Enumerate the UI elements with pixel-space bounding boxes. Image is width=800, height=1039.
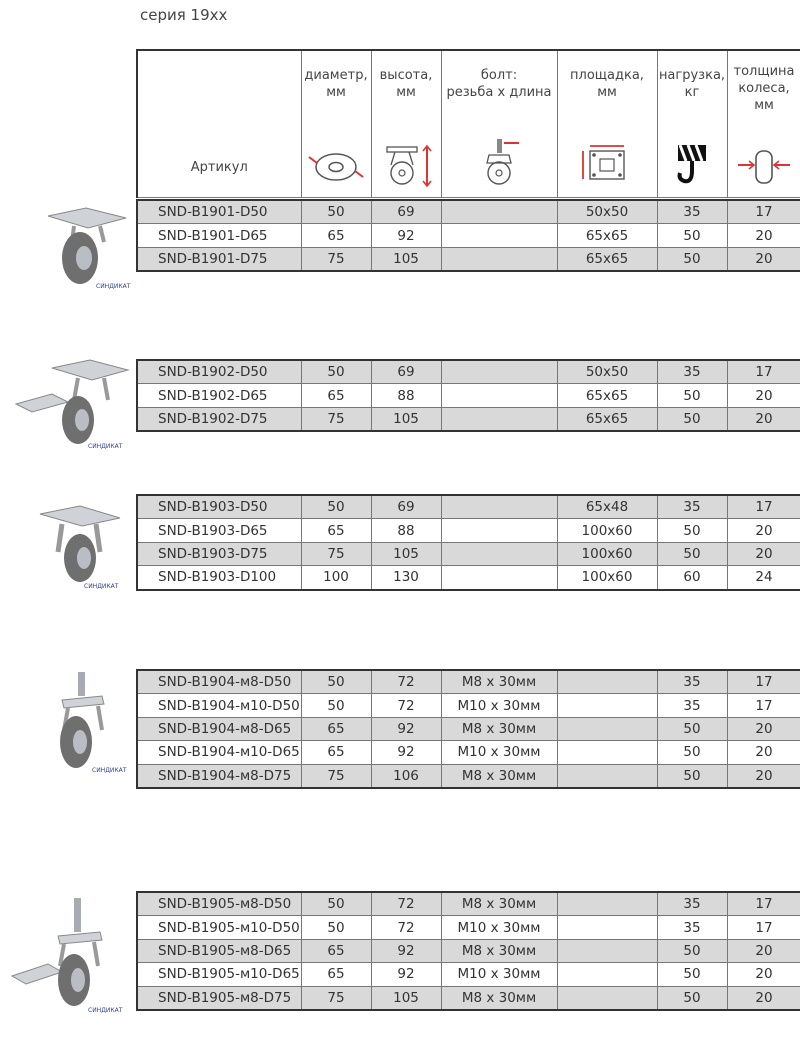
cell-bolt xyxy=(441,247,557,271)
cell-load: 35 xyxy=(657,892,727,916)
cell-diameter: 75 xyxy=(301,407,371,431)
cell-bolt xyxy=(441,566,557,590)
cell-height: 72 xyxy=(371,694,441,717)
cell-bolt xyxy=(441,495,557,519)
cell-diameter: 50 xyxy=(301,892,371,916)
table-row xyxy=(137,892,800,916)
caster-photo-1905 xyxy=(8,896,134,1020)
brand-logo-1903: СИНДИКАТ xyxy=(84,583,119,590)
spec-table-group-1904 xyxy=(136,669,800,789)
spec-table-group-1905 xyxy=(136,891,800,1011)
header-thickness-unit: мм xyxy=(754,98,774,113)
cell-height: 92 xyxy=(371,741,441,764)
cell-diameter: 65 xyxy=(301,224,371,247)
cell-article: SND-B1903-D65 xyxy=(137,519,301,542)
spec-table-group-1903 xyxy=(136,494,800,591)
table-row xyxy=(137,963,800,986)
header-article-label: Артикул xyxy=(190,160,248,175)
cell-load: 35 xyxy=(657,694,727,717)
table-row xyxy=(137,200,800,224)
cell-load: 50 xyxy=(657,224,727,247)
header-thickness-label: толщина xyxy=(733,64,795,79)
brand-logo-1905: СИНДИКАТ xyxy=(88,1007,123,1014)
cell-bolt: M10 x 30мм xyxy=(441,741,557,764)
cell-thickness: 20 xyxy=(727,741,800,764)
header-diameter-unit: мм xyxy=(326,85,346,100)
cell-article: SND-B1901-D65 xyxy=(137,224,301,247)
cell-plate: 100x60 xyxy=(557,519,657,542)
cell-bolt: M10 x 30мм xyxy=(441,916,557,939)
cell-plate: 65x65 xyxy=(557,407,657,431)
cell-article: SND-B1905-м8-D75 xyxy=(137,986,301,1010)
cell-thickness: 17 xyxy=(727,670,800,694)
header-thickness-label-2: колеса, xyxy=(738,81,790,96)
cell-bolt: M10 x 30мм xyxy=(441,694,557,717)
spec-table-header xyxy=(136,49,800,198)
cell-plate: 65x65 xyxy=(557,247,657,271)
header-diameter xyxy=(301,50,371,198)
cell-plate: 100x60 xyxy=(557,542,657,565)
header-load xyxy=(657,50,727,198)
spec-table-group-1901 xyxy=(136,199,800,272)
cell-diameter: 75 xyxy=(301,986,371,1010)
header-plate xyxy=(557,50,657,198)
cell-diameter: 50 xyxy=(301,200,371,224)
table-row xyxy=(137,519,800,542)
cell-load: 50 xyxy=(657,764,727,788)
cell-load: 50 xyxy=(657,986,727,1010)
cell-bolt: M8 x 30мм xyxy=(441,717,557,740)
cell-article: SND-B1904-м10-D65 xyxy=(137,741,301,764)
cell-load: 50 xyxy=(657,407,727,431)
cell-plate xyxy=(557,670,657,694)
cell-bolt xyxy=(441,360,557,384)
table-row xyxy=(137,741,800,764)
cell-diameter: 100 xyxy=(301,566,371,590)
cell-article: SND-B1905-м8-D50 xyxy=(137,892,301,916)
cell-load: 60 xyxy=(657,566,727,590)
cell-thickness: 24 xyxy=(727,566,800,590)
cell-height: 106 xyxy=(371,764,441,788)
cell-thickness: 20 xyxy=(727,407,800,431)
spec-table-group-1902 xyxy=(136,359,800,432)
caster-photo-1903 xyxy=(34,500,134,594)
cell-diameter: 50 xyxy=(301,670,371,694)
cell-thickness: 17 xyxy=(727,495,800,519)
cell-bolt: M8 x 30мм xyxy=(441,986,557,1010)
cell-thickness: 17 xyxy=(727,892,800,916)
cell-bolt: M10 x 30мм xyxy=(441,963,557,986)
table-row xyxy=(137,986,800,1010)
cell-height: 105 xyxy=(371,407,441,431)
table-row xyxy=(137,224,800,247)
table-row xyxy=(137,247,800,271)
cell-height: 88 xyxy=(371,519,441,542)
cell-article: SND-B1904-м8-D75 xyxy=(137,764,301,788)
header-height xyxy=(371,50,441,198)
cell-height: 92 xyxy=(371,224,441,247)
cell-bolt: M8 x 30мм xyxy=(441,892,557,916)
cell-diameter: 65 xyxy=(301,939,371,962)
cell-height: 69 xyxy=(371,200,441,224)
header-height-label: высота, xyxy=(379,68,433,83)
cell-bolt xyxy=(441,407,557,431)
cell-plate xyxy=(557,986,657,1010)
cell-plate xyxy=(557,741,657,764)
header-load-unit: кг xyxy=(684,85,700,100)
cell-diameter: 50 xyxy=(301,495,371,519)
cell-plate: 65x65 xyxy=(557,384,657,407)
cell-load: 35 xyxy=(657,916,727,939)
cell-thickness: 20 xyxy=(727,986,800,1010)
cell-bolt: M8 x 30мм xyxy=(441,939,557,962)
cell-article: SND-B1905-м10-D50 xyxy=(137,916,301,939)
cell-thickness: 20 xyxy=(727,542,800,565)
cell-plate xyxy=(557,916,657,939)
cell-height: 69 xyxy=(371,360,441,384)
table-row xyxy=(137,407,800,431)
cell-plate xyxy=(557,939,657,962)
cell-plate: 50x50 xyxy=(557,360,657,384)
cell-article: SND-B1903-D75 xyxy=(137,542,301,565)
cell-diameter: 65 xyxy=(301,717,371,740)
cell-load: 50 xyxy=(657,247,727,271)
cell-thickness: 17 xyxy=(727,916,800,939)
bolt-thread-icon xyxy=(471,137,527,187)
cell-bolt xyxy=(441,384,557,407)
cell-load: 50 xyxy=(657,939,727,962)
cell-height: 88 xyxy=(371,384,441,407)
cell-load: 35 xyxy=(657,360,727,384)
cell-diameter: 50 xyxy=(301,360,371,384)
cell-bolt xyxy=(441,224,557,247)
cell-plate xyxy=(557,892,657,916)
cell-load: 50 xyxy=(657,384,727,407)
table-row xyxy=(137,764,800,788)
cell-diameter: 65 xyxy=(301,963,371,986)
cell-load: 50 xyxy=(657,741,727,764)
cell-diameter: 75 xyxy=(301,247,371,271)
cell-load: 35 xyxy=(657,670,727,694)
table-row xyxy=(137,566,800,590)
load-hook-icon xyxy=(672,141,712,187)
cell-article: SND-B1902-D50 xyxy=(137,360,301,384)
cell-article: SND-B1904-м8-D50 xyxy=(137,670,301,694)
table-row xyxy=(137,360,800,384)
cell-plate: 65x65 xyxy=(557,224,657,247)
cell-article: SND-B1902-D75 xyxy=(137,407,301,431)
header-plate-unit: мм xyxy=(597,85,617,100)
cell-height: 92 xyxy=(371,939,441,962)
cell-plate xyxy=(557,963,657,986)
cell-thickness: 20 xyxy=(727,939,800,962)
cell-plate: 50x50 xyxy=(557,200,657,224)
cell-height: 92 xyxy=(371,717,441,740)
header-plate-label: площадка, xyxy=(570,68,644,83)
cell-bolt xyxy=(441,200,557,224)
cell-diameter: 50 xyxy=(301,694,371,717)
cell-article: SND-B1904-м8-D65 xyxy=(137,717,301,740)
cell-article: SND-B1902-D65 xyxy=(137,384,301,407)
header-thickness xyxy=(727,50,800,198)
cell-load: 50 xyxy=(657,963,727,986)
mounting-plate-icon xyxy=(578,143,636,187)
table-row xyxy=(137,939,800,962)
cell-load: 35 xyxy=(657,495,727,519)
cell-bolt xyxy=(441,519,557,542)
cell-plate xyxy=(557,717,657,740)
cell-diameter: 65 xyxy=(301,384,371,407)
table-row xyxy=(137,384,800,407)
cell-height: 130 xyxy=(371,566,441,590)
cell-diameter: 75 xyxy=(301,764,371,788)
header-bolt-label: болт: xyxy=(480,68,518,83)
cell-diameter: 65 xyxy=(301,741,371,764)
table-row xyxy=(137,916,800,939)
cell-thickness: 17 xyxy=(727,360,800,384)
cell-bolt: M8 x 30мм xyxy=(441,670,557,694)
cell-diameter: 50 xyxy=(301,916,371,939)
caster-photo-1904 xyxy=(42,670,138,780)
caster-photo-1901 xyxy=(34,202,134,292)
cell-load: 50 xyxy=(657,717,727,740)
table-row xyxy=(137,495,800,519)
table-row xyxy=(137,717,800,740)
cell-load: 50 xyxy=(657,542,727,565)
cell-height: 105 xyxy=(371,986,441,1010)
cell-thickness: 20 xyxy=(727,717,800,740)
wheel-diameter-icon xyxy=(307,147,365,187)
brand-logo-1902: СИНДИКАТ xyxy=(88,443,123,450)
cell-plate: 65x48 xyxy=(557,495,657,519)
cell-thickness: 20 xyxy=(727,519,800,542)
header-load-label: нагрузка, xyxy=(658,68,726,83)
cell-height: 72 xyxy=(371,892,441,916)
cell-bolt xyxy=(441,542,557,565)
cell-plate xyxy=(557,764,657,788)
brand-logo-1904: СИНДИКАТ xyxy=(92,767,127,774)
series-title: серия 19хх xyxy=(140,6,228,24)
cell-article: SND-B1903-D50 xyxy=(137,495,301,519)
table-row xyxy=(137,694,800,717)
cell-load: 35 xyxy=(657,200,727,224)
header-article xyxy=(137,50,301,198)
caster-photo-1902 xyxy=(12,356,130,452)
table-row xyxy=(137,542,800,565)
table-row xyxy=(137,670,800,694)
cell-article: SND-B1903-D100 xyxy=(137,566,301,590)
cell-thickness: 20 xyxy=(727,764,800,788)
cell-height: 92 xyxy=(371,963,441,986)
cell-article: SND-B1904-м10-D50 xyxy=(137,694,301,717)
cell-bolt: M8 x 30мм xyxy=(441,764,557,788)
cell-article: SND-B1901-D50 xyxy=(137,200,301,224)
cell-plate: 100x60 xyxy=(557,566,657,590)
cell-height: 69 xyxy=(371,495,441,519)
cell-thickness: 20 xyxy=(727,224,800,247)
wheel-thickness-icon xyxy=(736,147,792,187)
cell-diameter: 65 xyxy=(301,519,371,542)
cell-article: SND-B1901-D75 xyxy=(137,247,301,271)
header-height-unit: мм xyxy=(396,85,416,100)
cell-height: 72 xyxy=(371,670,441,694)
cell-thickness: 20 xyxy=(727,247,800,271)
cell-thickness: 17 xyxy=(727,200,800,224)
cell-diameter: 75 xyxy=(301,542,371,565)
header-diameter-label: диаметр, xyxy=(304,68,368,83)
cell-plate xyxy=(557,694,657,717)
cell-height: 72 xyxy=(371,916,441,939)
header-bolt xyxy=(441,50,557,198)
header-bolt-unit: резьба х длина xyxy=(446,85,552,100)
cell-height: 105 xyxy=(371,542,441,565)
cell-thickness: 17 xyxy=(727,694,800,717)
brand-logo-1901: СИНДИКАТ xyxy=(96,283,131,290)
cell-thickness: 20 xyxy=(727,384,800,407)
cell-article: SND-B1905-м8-D65 xyxy=(137,939,301,962)
cell-thickness: 20 xyxy=(727,963,800,986)
cell-load: 50 xyxy=(657,519,727,542)
cell-height: 105 xyxy=(371,247,441,271)
caster-height-icon xyxy=(377,143,435,187)
cell-article: SND-B1905-м10-D65 xyxy=(137,963,301,986)
